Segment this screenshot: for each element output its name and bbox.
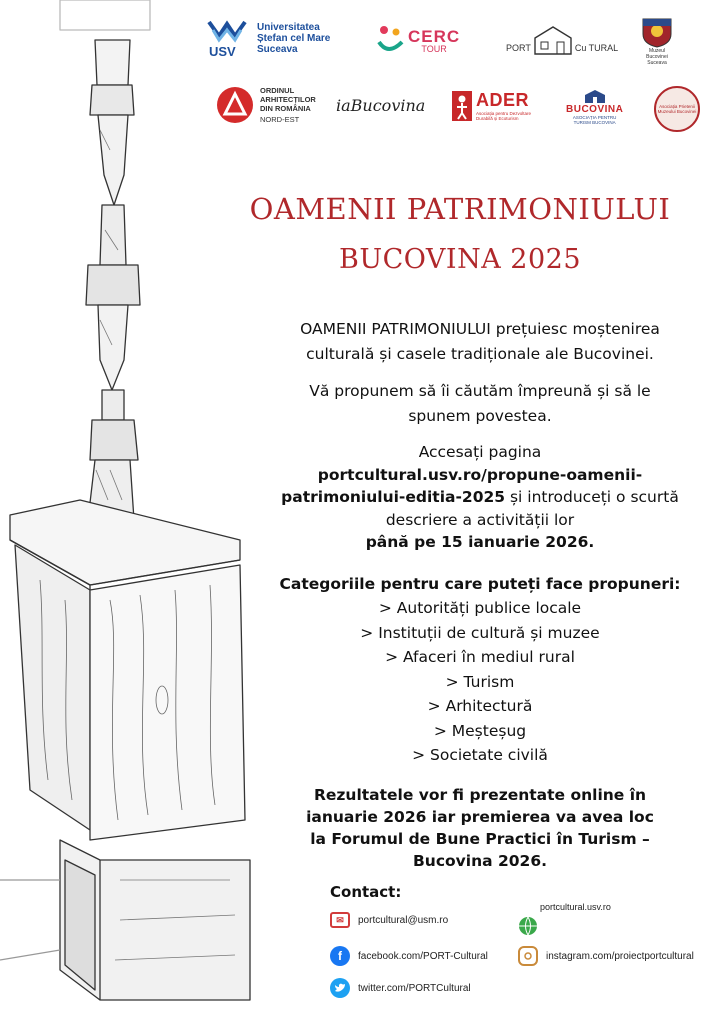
seal-line1: Asociația Prietenii <box>659 103 695 109</box>
access-block <box>240 441 720 554</box>
bucovina-sub1: ASOCIAȚIA PENTRU <box>572 115 617 120</box>
bucovina-sub2: TURISM BUCOVINA <box>573 120 616 125</box>
access-rest2: și introduceți o scurtă <box>505 488 679 506</box>
results-line1: Rezultatele vor fi prezentate online în <box>313 786 647 804</box>
contact-instagram[interactable] <box>518 946 694 966</box>
muzeu-line3: Suceava <box>647 60 667 66</box>
title-line2: BUCOVINA 2025 <box>339 244 581 275</box>
ader-name: ADER <box>476 90 530 110</box>
title-line1: OAMENII PATRIMONIULUI <box>249 192 671 226</box>
cerc-tour-logo <box>376 20 460 60</box>
results-block <box>240 784 720 872</box>
website-text[interactable]: portcultural.usv.ro <box>540 902 611 912</box>
category-item: > Autorități publice locale <box>378 599 582 617</box>
church-icon <box>582 88 608 104</box>
contact-email[interactable] <box>330 912 448 928</box>
category-item: > Turism <box>445 672 515 691</box>
access-line3: descriere a activității lor <box>385 510 575 529</box>
intro-line3: Vă propunem să îi căutăm împreună și să le <box>309 382 651 400</box>
iabucovina-text: iaBucovina <box>336 96 426 115</box>
deadline-text: până pe 15 ianuarie 2026. <box>365 533 595 551</box>
results-line3: la Forumul de Bune Practici în Turism – <box>310 830 650 848</box>
usv-line2: Ștefan cel Mare <box>257 32 331 44</box>
oar-emblem-icon <box>216 86 254 124</box>
contact-facebook[interactable] <box>330 946 488 966</box>
bucovina-name: BUCOVINA <box>566 104 624 115</box>
facebook-icon: f <box>330 946 350 966</box>
ader-sub2: Durabilă și Ecoturism <box>476 116 519 121</box>
intro-line2: culturală și casele tradiționale ale Bucovinei. <box>306 345 654 363</box>
category-item: > Arhitectură <box>427 697 533 715</box>
port-cultural-logo <box>506 24 618 56</box>
ader-logo <box>452 90 531 121</box>
envelope-icon: ✉ <box>330 912 350 928</box>
invite-text <box>240 379 720 429</box>
results-line4: Bucovina 2026. <box>412 852 548 870</box>
prietenii-muzeului-seal <box>654 86 700 132</box>
results-line2: ianuarie 2026 iar premierea va avea loc <box>306 808 654 826</box>
categories-list <box>240 596 720 768</box>
port-right: Cu TURAL <box>574 43 619 53</box>
usv-line3: Suceava <box>257 43 298 55</box>
twitter-text[interactable]: twitter.com/PORTCultural <box>358 982 471 994</box>
usv-line1: Universitatea <box>257 21 320 33</box>
intro-text <box>240 317 720 367</box>
instagram-text[interactable]: instagram.com/proiectportcultural <box>546 950 694 962</box>
oar-line1: ORDINUL <box>260 86 295 95</box>
cerc-sub: TOUR <box>421 43 447 54</box>
access-url-line2[interactable]: patrimoniului-editia-2025 <box>281 488 506 506</box>
house-icon <box>531 24 575 56</box>
oar-line2: ARHITECȚILOR <box>260 95 316 104</box>
oar-line4: NORD-EST <box>260 115 300 124</box>
facebook-text[interactable]: facebook.com/PORT-Cultural <box>358 950 488 962</box>
bucovina-association-logo <box>566 88 623 125</box>
intro-line1: OAMENII PATRIMONIULUI prețuiesc moștenirea <box>300 320 660 338</box>
access-line1: Accesați pagina <box>418 443 542 461</box>
ader-figure-icon <box>452 91 472 121</box>
contact-twitter[interactable] <box>330 978 471 998</box>
usv-logo <box>205 18 330 58</box>
muzeu-line1: Muzeul <box>648 48 666 54</box>
ader-sub1: Asociația pentru Dezvoltare <box>476 111 532 116</box>
category-item: > Instituții de cultură și muzee <box>360 623 600 642</box>
categories-heading: Categoriile pentru care puteți face propuneri: <box>279 575 681 593</box>
usv-abbr: USV <box>209 44 236 59</box>
oar-line3: DIN ROMÂNIA <box>260 104 311 113</box>
category-item: > Afaceri în mediul rural <box>385 648 575 666</box>
twitter-icon <box>330 978 350 998</box>
seal-line2: Muzeului Bucovinei <box>657 109 697 114</box>
iabucovina-logo <box>336 96 425 115</box>
oar-logo <box>216 86 316 124</box>
port-left: PORT <box>506 43 531 53</box>
category-item: > Societate civilă <box>412 746 548 764</box>
globe-icon <box>518 916 538 940</box>
email-text[interactable]: portcultural@usm.ro <box>358 914 449 926</box>
muzeu-line2: Bucovinei <box>646 54 668 60</box>
category-item: > Meșteșug <box>433 721 527 740</box>
cerc-name: CERC <box>408 26 461 46</box>
muzeul-bucovinei-logo <box>640 16 674 66</box>
cerc-figure-icon <box>376 22 406 58</box>
instagram-icon <box>518 946 538 966</box>
intro-line4: spunem povestea. <box>408 407 552 425</box>
access-url-line1[interactable]: portcultural.usv.ro/propune-oamenii- <box>317 465 643 484</box>
contact-heading: Contact: <box>330 883 402 901</box>
coat-of-arms-icon <box>640 16 674 48</box>
